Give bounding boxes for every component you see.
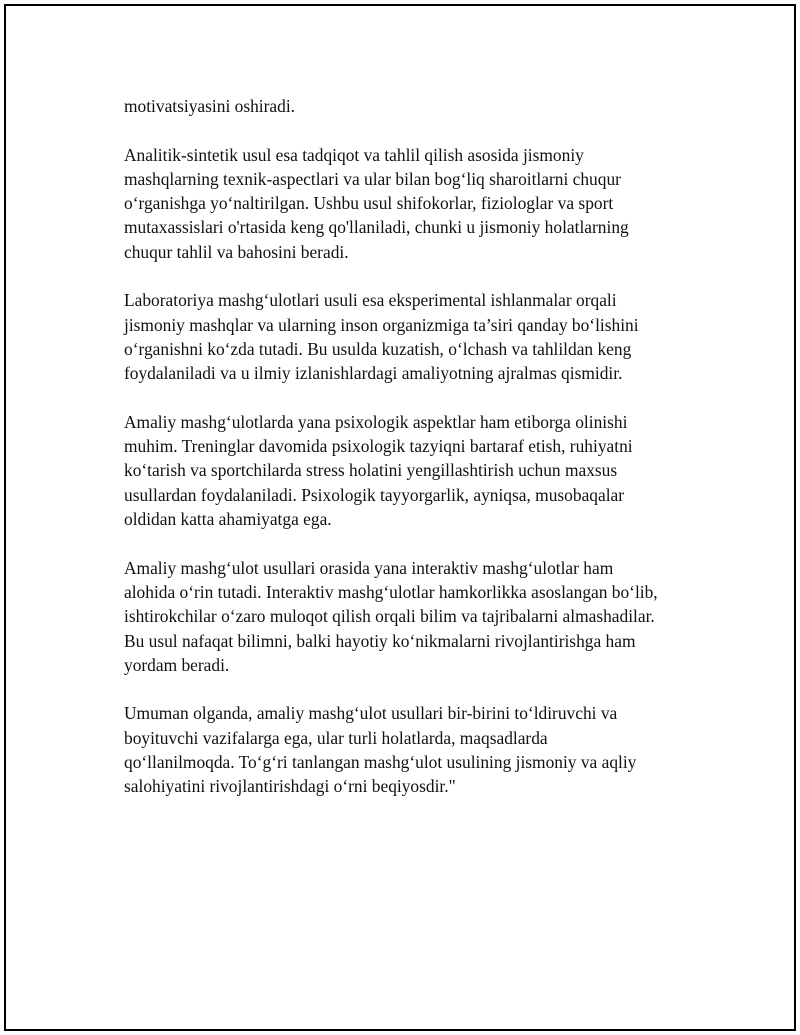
page-frame xyxy=(4,4,796,1031)
paragraph-continuation: motivatsiyasini oshiradi. xyxy=(124,96,295,116)
paragraph-analytic-synthetic-method: Analitik-sintetik usul esa tadqiqot va tahlil qilish asosida jismoniy mashqlarning texnik-aspectlari va ular bilan bog‘liq sharoitlarni chuqur o‘rganishga yo‘naltirilgan. Ushbu usul shifokorlar, fiziologlar va sport mutaxassislari o'rtasida keng qo'llaniladi, chunki u jismoniy holatlarning chuqur tahlil va bahosini beradi. xyxy=(124,144,629,262)
document-body xyxy=(124,94,684,799)
paragraph-psychological-aspects: Amaliy mashg‘ulotlarda yana psixologik aspektlar ham etiborga olinishi muhim. Treninglar davomida psixologik tazyiqni bartaraf etish, ruhiyatni ko‘tarish va sportchilarda stress holatini yengillashtirish uchun maxsus usullardan foydalaniladi. Psixologik tayyorgarlik, ayniqsa, musobaqalar oldidan katta ahamiyatga ega. xyxy=(124,411,633,530)
paragraph-laboratory-method: Laboratoriya mashg‘ulotlari usuli esa eksperimental ishlanmalar orqali jismoniy mashqlar va ularning inson organizmiga ta’siri qanday bo‘lishini o‘rganishni ko‘zda tutadi. Bu usulda kuzatish, o‘lchash va tahlildan keng foydalaniladi va u ilmiy izlanishlardagi amaliyotning ajralmas qismidir. xyxy=(124,290,639,384)
paragraph-interactive-sessions: Amaliy mashg‘ulot usullari orasida yana interaktiv mashg‘ulotlar ham alohida o‘rin tutadi. Interaktiv mashg‘ulotlar hamkorlikka asoslangan bo‘lib, ishtirokchilar o‘zaro muloqot qilish orqali bilim va tajribalarni almashadilar. Bu usul nafaqat bilimni, balki hayotiy ko‘nikmalarni rivojlantirishga ham yordam beradi. xyxy=(124,557,658,675)
paragraph-conclusion: Umuman olganda, amaliy mashg‘ulot usullari bir-birini to‘ldiruvchi va boyituvchi vazifalarga ega, ular turli holatlarda, maqsadlarda qo‘llanilmoqda. To‘g‘ri tanlangan mashg‘ulot usulining jismoniy va aqliy salohiyatini rivojlantirishdagi o‘rni beqiyosdir." xyxy=(124,703,637,797)
